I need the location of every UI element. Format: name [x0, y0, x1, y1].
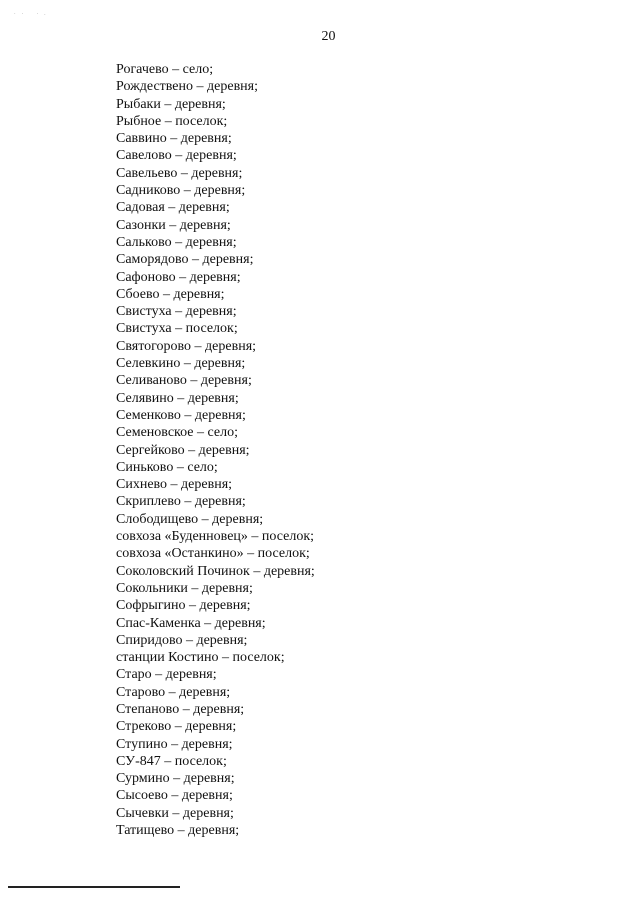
settlement-entry: Татищево – деревня;	[116, 823, 240, 839]
settlement-entry: Стреково – деревня;	[116, 719, 237, 735]
settlement-entry: Скриплево – деревня;	[116, 494, 246, 510]
settlement-entry: Сурмино – деревня;	[116, 771, 235, 787]
settlement-entry: Сафоново – деревня;	[116, 269, 241, 285]
settlement-entry: Свистуха – поселок;	[116, 321, 238, 337]
settlement-entry: Садниково – деревня;	[116, 183, 246, 199]
settlement-entry: Сычевки – деревня;	[116, 805, 234, 821]
settlement-entry: Спиридово – деревня;	[116, 632, 248, 648]
settlement-entry: Савельево – деревня;	[116, 165, 243, 181]
settlement-entry: Соколовский Починок – деревня;	[116, 563, 315, 579]
settlement-entry: Слободищево – деревня;	[116, 511, 264, 527]
settlement-entry: Рыбное – поселок;	[116, 113, 228, 129]
footer-rule	[8, 886, 180, 888]
settlement-entry: Сысоево – деревня;	[116, 788, 233, 804]
settlement-entry: Селявино – деревня;	[116, 390, 239, 406]
settlement-entry: Рыбаки – деревня;	[116, 96, 226, 112]
settlement-entry: Рогачево – село;	[116, 62, 214, 77]
settlement-entry: Селевкино – деревня;	[116, 356, 246, 372]
settlement-entry: Сихнево – деревня;	[116, 477, 233, 493]
settlement-entry: Синьково – село;	[116, 459, 218, 475]
settlement-entry: Старово – деревня;	[116, 684, 231, 700]
settlement-entry: Саморядово – деревня;	[116, 252, 254, 268]
settlement-entry: Садовая – деревня;	[116, 200, 230, 216]
settlement-entry: Савелово – деревня;	[116, 148, 237, 164]
settlement-entry: совхоза «Останкино» – поселок;	[116, 546, 310, 562]
scan-corner-marks: ·· ·.	[14, 12, 52, 17]
settlement-list	[116, 61, 315, 839]
settlement-entry: станции Костино – поселок;	[116, 650, 285, 666]
settlement-entry: Сергейково – деревня;	[116, 442, 250, 458]
settlement-entry: Семеновское – село;	[116, 425, 238, 441]
settlement-entry: Старо – деревня;	[116, 667, 217, 683]
settlement-entry: Степаново – деревня;	[116, 701, 245, 717]
settlement-entry: Сальково – деревня;	[116, 234, 237, 250]
settlement-entry: Спас-Каменка – деревня;	[116, 615, 266, 631]
settlement-entry: Сазонки – деревня;	[116, 217, 231, 233]
settlement-entry: Семенково – деревня;	[116, 407, 246, 423]
settlement-entry: Селиваново – деревня;	[116, 373, 252, 389]
settlement-entry: совхоза «Буденновец» – поселок;	[116, 529, 315, 545]
settlement-entry: Рождествено – деревня;	[116, 79, 258, 95]
page-number: 20	[321, 29, 336, 44]
settlement-entry: Сбоево – деревня;	[116, 286, 225, 302]
settlement-entry: Саввино – деревня;	[116, 131, 232, 147]
settlement-entry: СУ-847 – поселок;	[116, 753, 227, 769]
settlement-entry: Сокольники – деревня;	[116, 580, 253, 596]
settlement-entry: Софрыгино – деревня;	[116, 598, 251, 614]
settlement-entry: Святогорово – деревня;	[116, 338, 257, 354]
settlement-entry: Свистуха – деревня;	[116, 304, 237, 320]
settlement-entry: Ступино – деревня;	[116, 736, 233, 752]
